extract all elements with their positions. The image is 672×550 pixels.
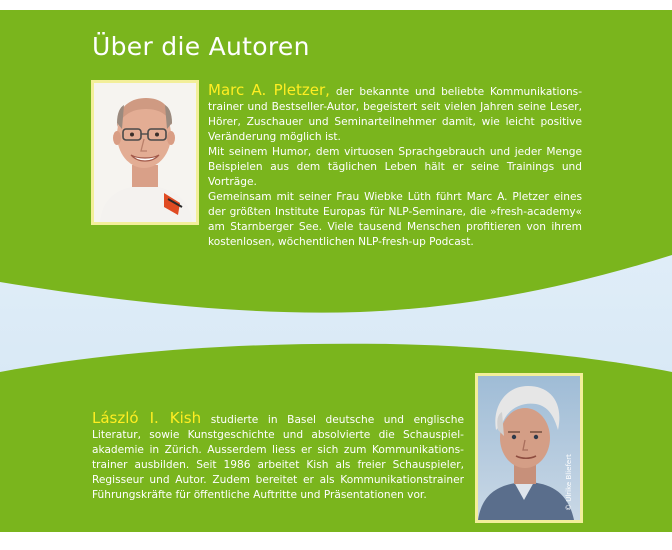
top-margin <box>0 0 672 10</box>
bio-paragraph: Mit seinem Humor, dem virtuosen Sprachgebrauch und jeder Menge Beispielen aus dem täglichen Leben hält er seine Trainings und Vorträge. <box>208 146 582 188</box>
bio-paragraph: Gemeinsam mit seiner Frau Wiebke Lüth führt Marc A. Pletzer eines der größten Institute Europas für NLP-Seminare, die »fresh-academy« am Starnberger See. Viele tausend Menschen profitieren von ihrem kostenlosen, wöchentlichen NLP-fresh-up Podcast. <box>208 191 582 248</box>
author-name: Marc A. Pletzer, <box>208 81 330 99</box>
author-photo-pletzer <box>91 80 199 225</box>
photo-credit-text: © Ulrike Bliefert <box>565 454 573 511</box>
bio-text: der bekannte und beliebte Kommunikationstrainer und Bestseller-Autor, begeistert seit vielen Jahren seine Leser, Hörer, Zuschauer und Seminarteilnehmer damit, wie leicht positive Veränderung möglich ist. <box>208 86 583 143</box>
bio-paragraph <box>208 82 582 145</box>
bio-paragraph <box>92 410 464 503</box>
author-photo-kish <box>475 373 583 523</box>
author-name: László I. Kish <box>92 409 202 427</box>
author-bio-pletzer <box>208 82 582 250</box>
bottom-margin <box>0 532 672 550</box>
bio-text: studierte in Basel deutsche und englische Literatur, sowie Kunstgeschichte und absolvierte die Schauspielakademie in Zürich. Ausserdem liess er sich zum Kommunikationstrainer ausbilden. Seit 1986 arbeitet Kish als freier Schauspieler, Regisseur und Autor. Zudem bereitet er als Kommunikationstrainer Führungskräfte für öffentliche Auftritte und Präsentationen vor. <box>92 414 464 501</box>
portrait-illustration <box>94 83 196 222</box>
photo-credit <box>475 373 583 523</box>
page-title: Über die Autoren <box>92 32 310 61</box>
author-bio-kish <box>92 410 464 503</box>
